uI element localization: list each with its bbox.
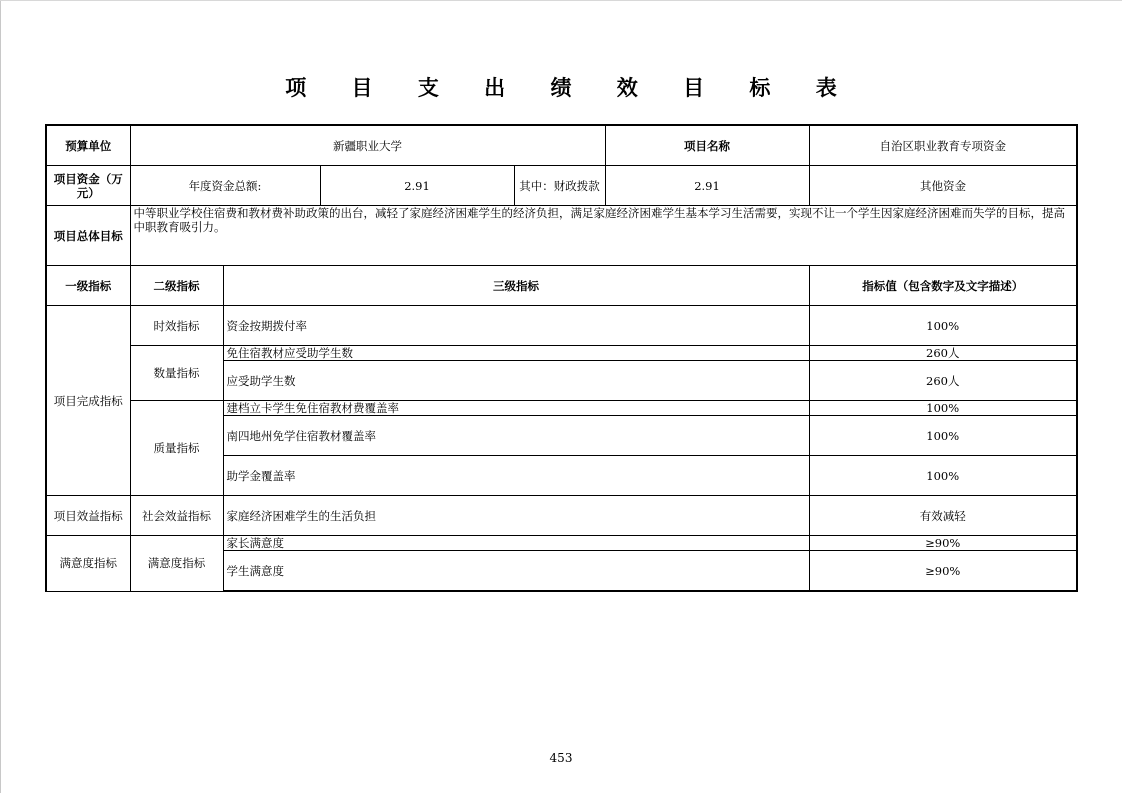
level1-completion: 项目完成指标	[46, 306, 130, 496]
level2-quantity: 数量指标	[130, 346, 223, 401]
indicator-name: 家长满意度	[223, 536, 809, 551]
level2-quality: 质量指标	[130, 401, 223, 496]
funds-fiscal-label: 其中：财政拨款	[514, 166, 605, 206]
table-row	[46, 536, 1077, 551]
performance-target-table	[45, 124, 1078, 592]
page-title: 项 目 支 出 绩 效 目 标 表	[285, 76, 856, 100]
funds-label: 项目资金（万元）	[46, 166, 130, 206]
funds-total-label: 年度资金总额:	[130, 166, 320, 206]
level2-social: 社会效益指标	[130, 496, 223, 536]
indicator-name: 资金按期拨付率	[223, 306, 809, 346]
page-edge-left	[0, 0, 1, 793]
table-row	[46, 346, 1077, 361]
col-level2-header: 二级指标	[130, 266, 223, 306]
budget-unit-value: 新疆职业大学	[130, 125, 605, 166]
indicator-value: ≥90%	[809, 536, 1077, 551]
indicator-name: 免住宿教材应受助学生数	[223, 346, 809, 361]
indicator-value: 100%	[809, 416, 1077, 456]
goal-text: 中等职业学校住宿费和教材费补助政策的出台，减轻了家庭经济困难学生的经济负担，满足家庭经济困难学生基本学习生活需要，实现不让一个学生因家庭经济困难而失学的目标，提高中职教育吸引力。	[130, 206, 1077, 266]
page-number: 453	[549, 751, 573, 765]
level1-benefit: 项目效益指标	[46, 496, 130, 536]
funds-other-label: 其他资金	[809, 166, 1077, 206]
indicator-name: 建档立卡学生免住宿教材费覆盖率	[223, 401, 809, 416]
col-value-header: 指标值（包含数字及文字描述）	[809, 266, 1077, 306]
indicator-value: 100%	[809, 456, 1077, 496]
level2-satisfaction: 满意度指标	[130, 536, 223, 592]
indicator-value: ≥90%	[809, 551, 1077, 592]
indicator-value: 260人	[809, 361, 1077, 401]
indicator-name: 家庭经济困难学生的生活负担	[223, 496, 809, 536]
table-row	[46, 306, 1077, 346]
col-level3-header: 三级指标	[223, 266, 809, 306]
funds-row	[46, 166, 1077, 206]
indicator-name: 应受助学生数	[223, 361, 809, 401]
page-edge-top	[0, 0, 1122, 1]
indicator-value: 有效减轻	[809, 496, 1077, 536]
header-row	[46, 125, 1077, 166]
table-row	[46, 401, 1077, 416]
indicator-value: 260人	[809, 346, 1077, 361]
funds-fiscal-value: 2.91	[605, 166, 809, 206]
project-name-label: 项目名称	[605, 125, 809, 166]
budget-unit-label: 预算单位	[46, 125, 130, 166]
col-level1-header: 一级指标	[46, 266, 130, 306]
indicator-name: 学生满意度	[223, 551, 809, 592]
column-header-row	[46, 266, 1077, 306]
level1-satisfaction: 满意度指标	[46, 536, 130, 592]
project-name-value: 自治区职业教育专项资金	[809, 125, 1077, 166]
goal-label: 项目总体目标	[46, 206, 130, 266]
level2-timeliness: 时效指标	[130, 306, 223, 346]
funds-total-value: 2.91	[320, 166, 514, 206]
indicator-value: 100%	[809, 306, 1077, 346]
indicator-name: 助学金覆盖率	[223, 456, 809, 496]
table-row	[46, 496, 1077, 536]
goal-row	[46, 206, 1077, 266]
indicator-value: 100%	[809, 401, 1077, 416]
indicator-name: 南四地州免学住宿教材覆盖率	[223, 416, 809, 456]
